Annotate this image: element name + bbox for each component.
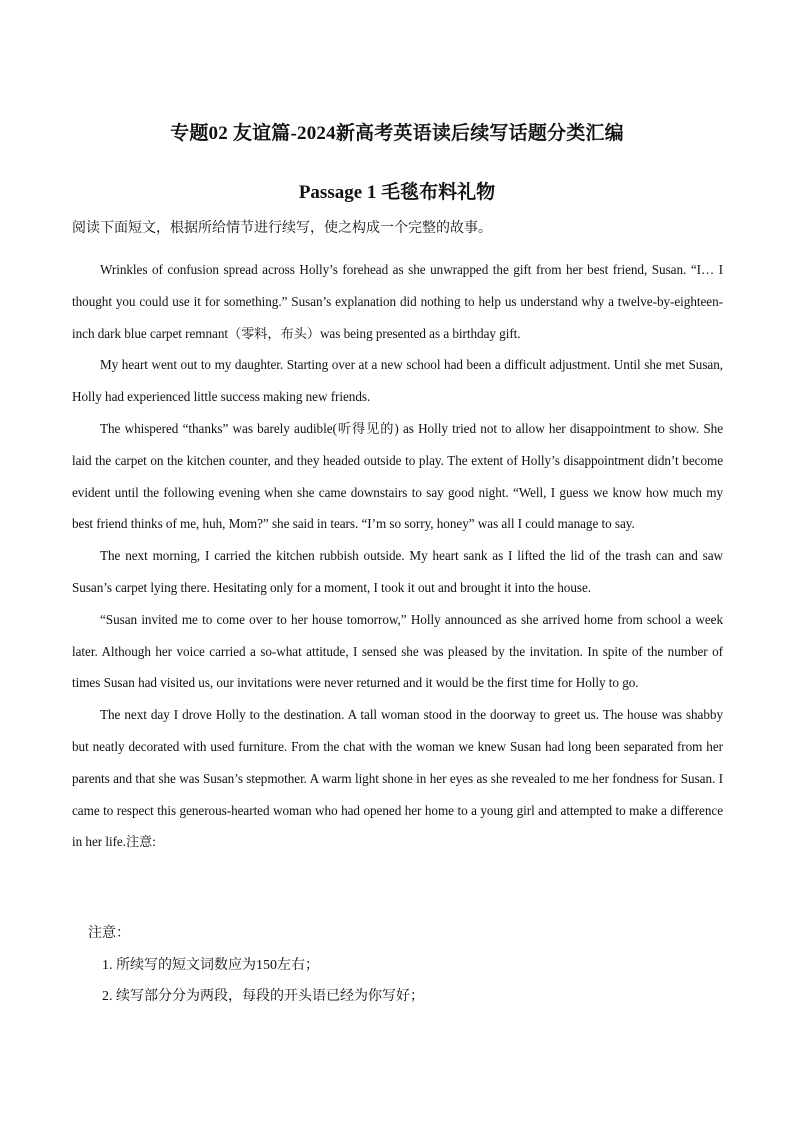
passage-paragraph: The whispered “thanks” was barely audible(听得见的) as Holly tried not to allow her disappointment to show. She laid the carpet on the kitchen counter, and they headed outside to play. The extent of Holly’s disappointment didn’t become evident until the following evening when she came downstairs to say good night. “Well, I guess we know how much my best friend thinks of me, huh, Mom?” she said in tears. “I’m so sorry, honey” was all I could manage to say. <box>72 420 723 532</box>
note-item: 1. 所续写的短文词数应为150左右； <box>102 957 319 973</box>
document-title: 专题02 友谊篇-2024新高考英语读后续写话题分类汇编 <box>170 123 624 144</box>
passage-title: Passage 1 毛毯布料礼物 <box>298 182 496 203</box>
passage-body <box>72 254 723 858</box>
task-instruction: 阅读下面短文，根据所给情节进行续写，使之构成一个完整的故事。 <box>72 221 492 236</box>
passage-paragraph: Wrinkles of confusion spread across Holly’s forehead as she unwrapped the gift from her best friend, Susan. “I… I thought you could use it for something.” Susan’s explanation did nothing to help us understand why a twelve-by-eighteen-inch dark blue carpet remnant（零料，布头）was being presented as a birthday gift. <box>72 262 723 341</box>
passage-paragraph: The next morning, I carried the kitchen rubbish outside. My heart sank as I lifted the lid of the trash can and saw Susan’s carpet lying there. Hesitating only for a moment, I took it out and brought it into the house. <box>72 548 723 595</box>
passage-paragraph: The next day I drove Holly to the destination. A tall woman stood in the doorway to greet us. The house was shabby but neatly decorated with used furniture. From the chat with the woman we knew Susan had long been separated from her parents and that she was Susan’s stepmother. A warm light shone in her eyes as she revealed to me her fondness for Susan. I came to respect this generous-hearted woman who had opened her home to a young girl and attempted to make a difference in her life.注意: <box>72 707 723 850</box>
notes-section <box>72 918 722 1013</box>
note-item: 2. 续写部分分为两段，每段的开头语已经为你写好； <box>102 989 424 1004</box>
notes-heading: 注意： <box>88 926 130 941</box>
passage-paragraph: “Susan invited me to come over to her house tomorrow,” Holly announced as she arrived home from school a week later. Although her voice carried a so-what attitude, I sensed she was pleased by the invitation. In spite of the number of times Susan had visited us, our invitations were never returned and it would be the first time for Holly to go. <box>72 611 723 691</box>
passage-paragraph: My heart went out to my daughter. Starting over at a new school had been a difficult adjustment. Until she met Susan, Holly had experienced little success making new friends. <box>72 357 723 405</box>
